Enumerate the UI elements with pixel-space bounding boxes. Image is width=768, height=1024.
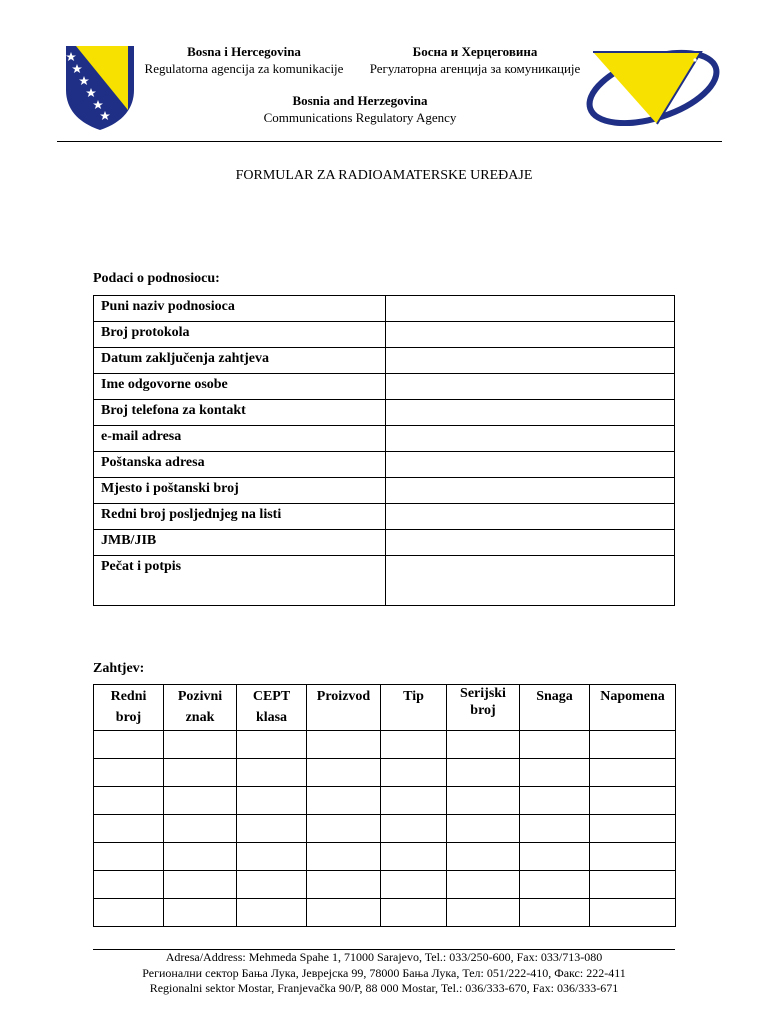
table-cell[interactable] bbox=[237, 871, 307, 899]
table-cell[interactable] bbox=[381, 899, 447, 927]
table-cell[interactable] bbox=[307, 815, 381, 843]
table-cell[interactable] bbox=[237, 787, 307, 815]
table-cell[interactable] bbox=[164, 787, 237, 815]
field-value-cell[interactable] bbox=[385, 452, 674, 478]
table-cell[interactable] bbox=[307, 787, 381, 815]
table-cell[interactable] bbox=[447, 759, 520, 787]
table-cell[interactable] bbox=[381, 787, 447, 815]
table-row bbox=[94, 322, 675, 348]
field-value-cell[interactable] bbox=[385, 322, 674, 348]
table-cell[interactable] bbox=[94, 871, 164, 899]
table-cell[interactable] bbox=[94, 731, 164, 759]
table-cell[interactable] bbox=[164, 899, 237, 927]
header-english-agency: Communications Regulatory Agency bbox=[263, 110, 457, 125]
table-row bbox=[94, 400, 675, 426]
table-cell[interactable] bbox=[381, 759, 447, 787]
field-label: Mjesto i poštanski broj bbox=[94, 478, 386, 504]
table-row bbox=[94, 556, 675, 606]
header-latin-agency: Regulatorna agencija za komunikacije bbox=[144, 61, 344, 76]
table-cell[interactable] bbox=[590, 731, 676, 759]
footer bbox=[0, 950, 768, 997]
table-row bbox=[94, 815, 676, 843]
field-value-cell[interactable] bbox=[385, 478, 674, 504]
header-english-country: Bosnia and Herzegovina bbox=[292, 93, 428, 108]
document-title: FORMULAR ZA RADIOAMATERSKE UREĐAJE bbox=[235, 168, 533, 183]
table-cell[interactable] bbox=[307, 843, 381, 871]
table-row bbox=[94, 478, 675, 504]
table-row bbox=[94, 787, 676, 815]
column-header: CEPT klasa bbox=[237, 685, 307, 731]
header-cyrillic bbox=[360, 43, 590, 77]
table-cell[interactable] bbox=[307, 731, 381, 759]
request-table bbox=[93, 684, 676, 927]
table-cell[interactable] bbox=[94, 815, 164, 843]
field-label: Pečat i potpis bbox=[94, 556, 386, 606]
table-cell[interactable] bbox=[164, 759, 237, 787]
footer-address-sarajevo: Adresa/Address: Mehmeda Spahe 1, 71000 Sarajevo, Tel.: 033/250-600, Fax: 033/713-080 bbox=[165, 950, 603, 964]
table-row bbox=[94, 530, 675, 556]
table-row bbox=[94, 731, 676, 759]
table-cell[interactable] bbox=[307, 899, 381, 927]
table-cell[interactable] bbox=[520, 759, 590, 787]
table-row bbox=[94, 871, 676, 899]
field-label: Broj protokola bbox=[94, 322, 386, 348]
column-header: Napomena bbox=[590, 685, 676, 731]
field-value-cell[interactable] bbox=[385, 426, 674, 452]
table-cell[interactable] bbox=[237, 731, 307, 759]
column-header: Proizvod bbox=[307, 685, 381, 731]
table-cell[interactable] bbox=[381, 843, 447, 871]
header-divider bbox=[57, 141, 722, 142]
table-cell[interactable] bbox=[520, 843, 590, 871]
field-value-cell[interactable] bbox=[385, 374, 674, 400]
table-cell[interactable] bbox=[520, 871, 590, 899]
field-label: e-mail adresa bbox=[94, 426, 386, 452]
table-cell[interactable] bbox=[590, 787, 676, 815]
table-cell[interactable] bbox=[590, 871, 676, 899]
bih-coat-of-arms bbox=[62, 44, 138, 132]
table-cell[interactable] bbox=[94, 899, 164, 927]
column-header: Pozivni znak bbox=[164, 685, 237, 731]
table-cell[interactable] bbox=[94, 759, 164, 787]
field-label: Redni broj posljednjeg na listi bbox=[94, 504, 386, 530]
table-row bbox=[94, 452, 675, 478]
column-header: Redni broj bbox=[94, 685, 164, 731]
table-cell[interactable] bbox=[307, 871, 381, 899]
table-row bbox=[94, 504, 675, 530]
field-value-cell[interactable] bbox=[385, 530, 674, 556]
header-cyrillic-country: Босна и Херцеговина bbox=[412, 44, 538, 59]
table-cell[interactable] bbox=[447, 815, 520, 843]
field-value-cell[interactable] bbox=[385, 348, 674, 374]
request-section-label: Zahtjev: bbox=[93, 661, 145, 676]
field-label: Ime odgovorne osobe bbox=[94, 374, 386, 400]
table-cell[interactable] bbox=[237, 843, 307, 871]
field-label: Broj telefona za kontakt bbox=[94, 400, 386, 426]
table-cell[interactable] bbox=[520, 815, 590, 843]
table-cell[interactable] bbox=[237, 899, 307, 927]
field-value-cell[interactable] bbox=[385, 296, 674, 322]
field-label: JMB/JIB bbox=[94, 530, 386, 556]
table-row bbox=[94, 843, 676, 871]
field-value-cell[interactable] bbox=[385, 400, 674, 426]
field-value-cell[interactable] bbox=[385, 556, 674, 606]
table-cell[interactable] bbox=[590, 899, 676, 927]
table-cell[interactable] bbox=[164, 731, 237, 759]
column-header: Serijski broj bbox=[447, 685, 520, 731]
table-cell[interactable] bbox=[94, 843, 164, 871]
applicant-table bbox=[93, 295, 675, 606]
table-cell[interactable] bbox=[520, 899, 590, 927]
table-row bbox=[94, 374, 675, 400]
table-header-row bbox=[94, 685, 676, 731]
header-latin-country: Bosna i Hercegovina bbox=[187, 44, 301, 59]
column-header: Snaga bbox=[520, 685, 590, 731]
table-cell[interactable] bbox=[447, 787, 520, 815]
table-cell[interactable] bbox=[94, 787, 164, 815]
field-label: Datum zaključenja zahtjeva bbox=[94, 348, 386, 374]
table-row bbox=[94, 348, 675, 374]
table-cell[interactable] bbox=[447, 871, 520, 899]
field-label: Puni naziv podnosioca bbox=[94, 296, 386, 322]
table-cell[interactable] bbox=[590, 759, 676, 787]
table-cell[interactable] bbox=[520, 787, 590, 815]
table-cell[interactable] bbox=[381, 731, 447, 759]
field-label: Poštanska adresa bbox=[94, 452, 386, 478]
table-row bbox=[94, 759, 676, 787]
table-row bbox=[94, 899, 676, 927]
table-cell[interactable] bbox=[447, 899, 520, 927]
table-cell[interactable] bbox=[164, 843, 237, 871]
table-row bbox=[94, 426, 675, 452]
table-cell[interactable] bbox=[447, 731, 520, 759]
header-cyrillic-agency: Регулаторна агенција за комуникације bbox=[369, 61, 581, 76]
field-value-cell[interactable] bbox=[385, 504, 674, 530]
header-english bbox=[240, 92, 480, 126]
table-cell[interactable] bbox=[590, 843, 676, 871]
table-cell[interactable] bbox=[381, 815, 447, 843]
table-cell[interactable] bbox=[447, 843, 520, 871]
table-cell[interactable] bbox=[237, 815, 307, 843]
footer-address-banja-luka: Регионални сектор Бања Лука, Јеврејска 99, 78000 Бања Лука, Тел: 051/222-410, Факс: 222-411 bbox=[142, 965, 626, 980]
table-cell[interactable] bbox=[590, 815, 676, 843]
table-row bbox=[94, 296, 675, 322]
table-cell[interactable] bbox=[237, 759, 307, 787]
column-header: Tip bbox=[381, 685, 447, 731]
footer-address-mostar: Regionalni sektor Mostar, Franjevačka 90/P, 88 000 Mostar, Tel.: 036/333-670, Fax: 036/333-671 bbox=[149, 981, 619, 995]
cra-logo bbox=[583, 46, 723, 126]
header-latin bbox=[140, 43, 348, 77]
table-cell[interactable] bbox=[381, 871, 447, 899]
table-cell[interactable] bbox=[164, 815, 237, 843]
applicant-section-label: Podaci o podnosiocu: bbox=[93, 271, 220, 286]
table-cell[interactable] bbox=[164, 871, 237, 899]
table-cell[interactable] bbox=[520, 731, 590, 759]
table-cell[interactable] bbox=[307, 759, 381, 787]
